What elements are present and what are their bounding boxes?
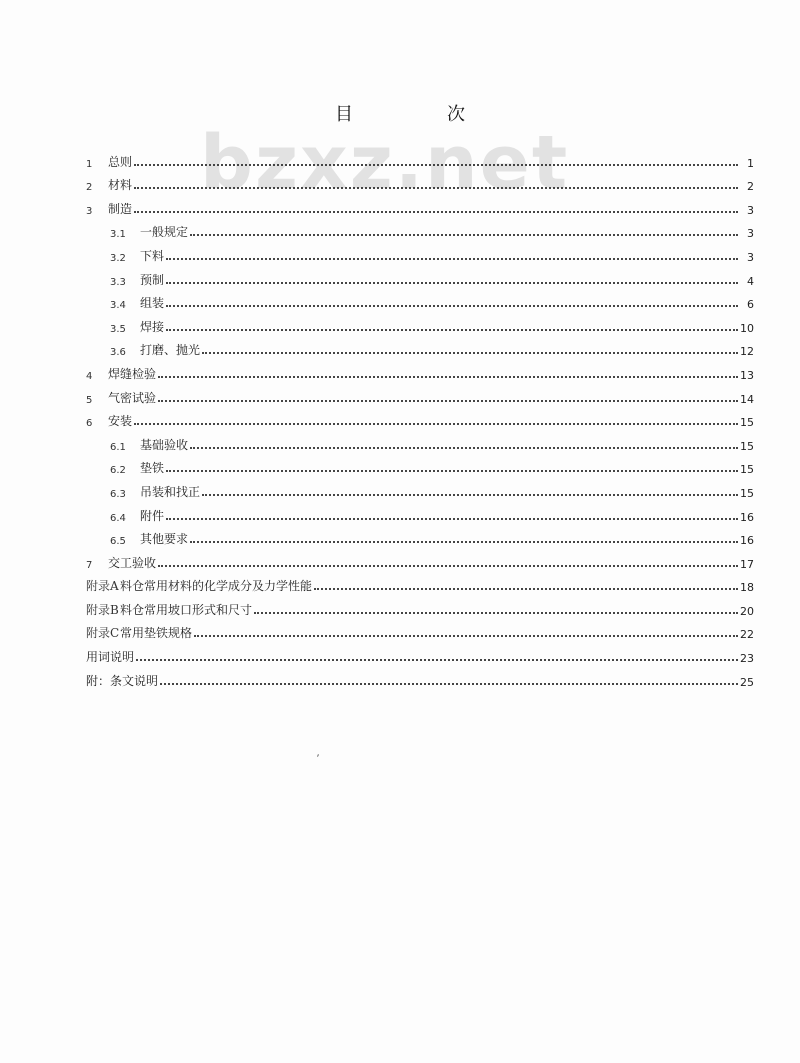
toc-entry-label: 组装: [140, 296, 165, 311]
toc-entry-page: 1: [747, 156, 754, 170]
toc-entry-number: 4: [86, 370, 93, 382]
toc-entry-number: 附录C: [86, 626, 120, 641]
toc-entry-number: 3.3: [110, 276, 126, 288]
toc-entry-page: 18: [740, 581, 754, 595]
toc-entry-page: 3: [747, 203, 754, 217]
toc-dot-leader: [202, 351, 738, 354]
toc-entry-label: 焊缝检验: [108, 366, 157, 381]
toc-dot-leader: [158, 399, 738, 402]
page-title: 目 次: [335, 104, 503, 125]
toc-entry-page: 17: [740, 557, 754, 571]
toc-entry-number: 附录B: [86, 602, 119, 617]
toc-entry-number: 3.4: [110, 300, 126, 312]
toc-entry[interactable]: [86, 335, 754, 359]
toc-entry[interactable]: [86, 240, 754, 264]
toc-entry[interactable]: [86, 311, 754, 335]
toc-dot-leader: [254, 611, 738, 614]
toc-entry-number: 6: [86, 418, 93, 430]
toc-entry-number: 7: [86, 559, 93, 571]
toc-entry-label: 附：条文说明: [86, 673, 159, 688]
toc-dot-leader: [190, 446, 738, 449]
toc-entry-label: 材料: [108, 178, 133, 193]
toc-entry-page: 3: [747, 227, 754, 241]
toc-entry-page: 2: [747, 180, 754, 194]
toc-entry[interactable]: [86, 547, 754, 571]
toc-dot-leader: [166, 257, 738, 260]
toc-entry[interactable]: [86, 382, 754, 406]
toc-entry[interactable]: [86, 264, 754, 288]
toc-entry-label: 预制: [140, 272, 165, 287]
toc-entry-page: 15: [740, 439, 754, 453]
toc-entry-number: 3.6: [110, 347, 126, 359]
toc-entry-page: 23: [740, 652, 754, 666]
toc-entry-label: 料仓常用材料的化学成分及力学性能: [120, 579, 313, 594]
toc-entry-page: 15: [740, 486, 754, 500]
toc-dot-leader: [134, 422, 738, 425]
toc-entry-page: 10: [740, 321, 754, 335]
toc-entry-page: 20: [740, 604, 754, 618]
toc-entry[interactable]: [86, 618, 754, 642]
toc-entry[interactable]: [86, 641, 754, 665]
toc-entry-page: 13: [740, 368, 754, 382]
toc-entry-number: 5: [86, 394, 93, 406]
toc-dot-leader: [158, 375, 738, 378]
toc-dot-leader: [190, 540, 738, 543]
toc-dot-leader: [136, 658, 738, 661]
toc-entry-page: 12: [740, 345, 754, 359]
toc-entry-label: 下料: [140, 248, 165, 263]
toc-entry-number: 附录A: [86, 579, 119, 594]
toc-dot-leader: [166, 281, 738, 284]
toc-entry-label: 打磨、抛光: [140, 343, 201, 358]
toc-entry-page: 15: [740, 416, 754, 430]
toc-entry-label: 其他要求: [140, 532, 189, 547]
toc-dot-leader: [134, 210, 738, 213]
toc-entry[interactable]: [86, 476, 754, 500]
toc-entry-number: 3.1: [110, 229, 126, 241]
toc-entry-label: 附件: [140, 508, 165, 523]
toc-entry-number: 6.2: [110, 465, 126, 477]
toc-entry-page: 15: [740, 463, 754, 477]
toc-entry[interactable]: [86, 500, 754, 524]
toc-dot-leader: [134, 186, 738, 189]
toc-entry-number: 6.3: [110, 488, 126, 500]
toc-entry-number: 3: [86, 205, 93, 217]
toc-entry[interactable]: [86, 406, 754, 430]
toc-entry-label: 基础验收: [140, 437, 189, 452]
table-of-contents: [86, 146, 754, 689]
toc-dot-leader: [166, 517, 738, 520]
toc-entry[interactable]: [86, 217, 754, 241]
toc-entry[interactable]: [86, 170, 754, 194]
toc-entry-page: 14: [740, 392, 754, 406]
toc-dot-leader: [166, 469, 738, 472]
toc-entry[interactable]: [86, 288, 754, 312]
toc-entry-label: 安装: [108, 414, 133, 429]
toc-entry-label: 垫铁: [140, 461, 165, 476]
toc-entry-label: 总则: [108, 154, 133, 169]
stray-mark: ′: [315, 751, 324, 767]
toc-entry-label: 常用垫铁规格: [120, 626, 193, 641]
toc-dot-leader: [202, 493, 738, 496]
toc-entry[interactable]: [86, 358, 754, 382]
toc-entry-number: 1: [86, 158, 93, 170]
toc-entry-page: 4: [747, 274, 754, 288]
toc-dot-leader: [190, 233, 738, 236]
toc-entry-page: 6: [747, 298, 754, 312]
toc-entry-label: 吊装和找正: [140, 484, 201, 499]
toc-entry[interactable]: [86, 453, 754, 477]
toc-entry-label: 气密试验: [108, 390, 157, 405]
toc-entry-page: 3: [747, 250, 754, 264]
toc-entry-label: 用词说明: [86, 650, 135, 665]
toc-entry-label: 一般规定: [140, 225, 189, 240]
toc-entry-number: 6.4: [110, 512, 126, 524]
toc-dot-leader: [166, 328, 738, 331]
toc-entry-label: 制造: [108, 201, 133, 216]
toc-entry-number: 3.2: [110, 252, 126, 264]
toc-entry-page: 16: [740, 534, 754, 548]
watermark: bzxz.net: [200, 120, 570, 206]
toc-entry-label: 交工验收: [108, 555, 157, 570]
toc-dot-leader: [160, 682, 738, 685]
toc-dot-leader: [134, 163, 738, 166]
toc-entry[interactable]: [86, 193, 754, 217]
toc-entry[interactable]: [86, 594, 754, 618]
toc-entry-page: 16: [740, 510, 754, 524]
toc-entry-number: 6.1: [110, 441, 126, 453]
toc-entry[interactable]: [86, 665, 754, 689]
toc-entry[interactable]: [86, 524, 754, 548]
toc-entry-page: 25: [740, 675, 754, 689]
toc-dot-leader: [158, 564, 738, 567]
toc-entry-page: 22: [740, 628, 754, 642]
toc-entry[interactable]: [86, 146, 754, 170]
toc-entry-label: 料仓常用坡口形式和尺寸: [120, 602, 253, 617]
toc-entry-label: 焊接: [140, 319, 165, 334]
toc-dot-leader: [314, 587, 738, 590]
toc-dot-leader: [166, 304, 738, 307]
toc-entry[interactable]: [86, 571, 754, 595]
toc-entry[interactable]: [86, 429, 754, 453]
toc-entry-number: 2: [86, 182, 93, 194]
toc-dot-leader: [194, 634, 738, 637]
toc-entry-number: 6.5: [110, 536, 126, 548]
toc-entry-number: 3.5: [110, 323, 126, 335]
